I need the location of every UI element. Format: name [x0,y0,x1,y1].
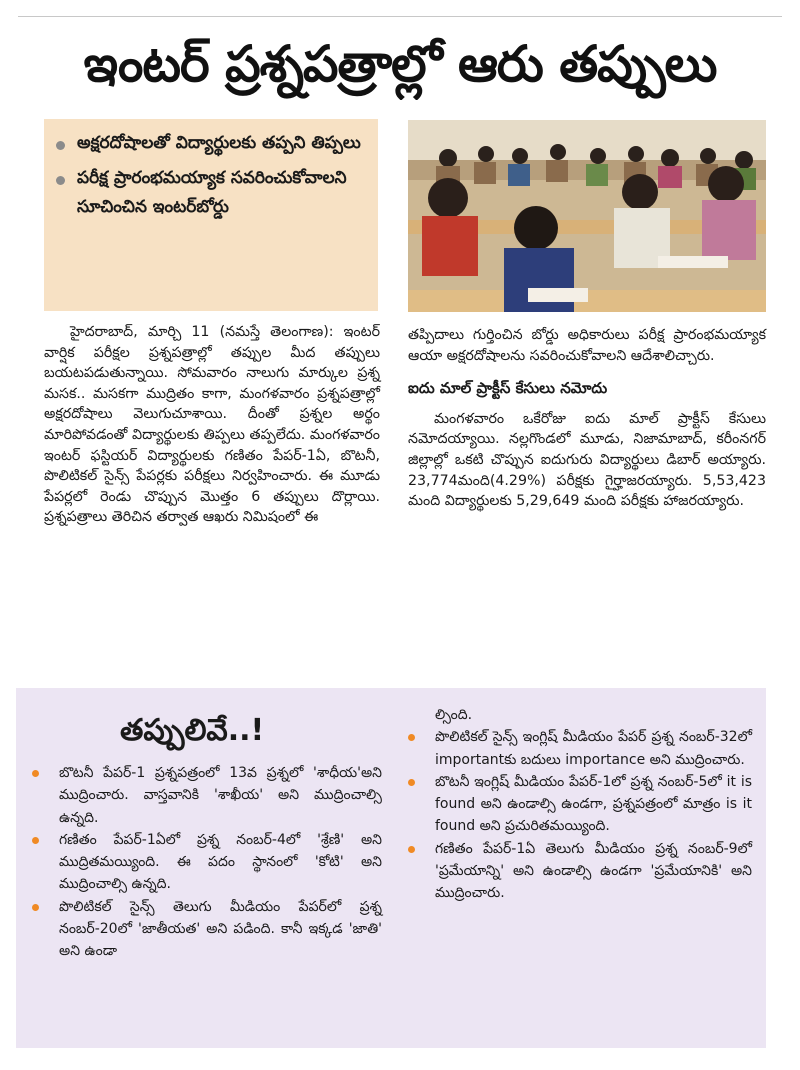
highlights-box [44,119,378,311]
section-subheading: ఐదు మాల్ ప్రాక్టీస్ కేసులు నమోదు [408,379,608,398]
top-rule [18,16,782,17]
error-item [24,762,382,829]
error-text: గణితం పేపర్-1ఏలో ప్రశ్న నంబర్-4లో 'శ్రేణి' అని ముద్రితమయ్యింది. ఈ పదం స్థానంలో 'కోటి' అని ముద్రించాల్సి ఉన్నది. [59,831,382,893]
bullet-icon [32,770,39,777]
bullet-icon [408,846,415,853]
article-body: హైదరాబాద్, మార్చి 11 (నమస్తే తెలంగాణ): ఇంటర్ వార్షిక పరీక్షల ప్రశ్నపత్రాల్లో తప్పుల మీద తప్పులు బయటపడుతున్నాయి. సోమవారం నాలుగు మార్కుల ప్రశ్న మసక.. మసకగా ముద్రితం కాగా, మంగళవారం ప్రశ్నపత్రాల్లో అక్షరదోషాలు వెలుగుచూశాయి. దీంతో ప్రశ్నల అర్థం మారిపోవడంతో విద్యార్థులకు తిప్పలు తప్పలేదు. మంగళవారం ఇంటర్ ఫస్టియర్ విద్యార్థులకు గణితం పేపర్-1ఏ, బొటనీ, పొలిటికల్ సైన్స్ పేపర్లకు పరీక్షలు నిర్వహించారు. ఈ మూడు పేపర్లలో రెండు చొప్పున మొత్తం 6 తప్పులు దొర్లాయి. ప్రశ్నపత్రాలు తెరిచిన తర్వాత ఆఖరు నిమిషంలో ఈ [44,324,380,526]
errors-title: తప్పులివే..! [120,713,265,748]
error-item [24,896,382,963]
bullet-icon [56,141,65,150]
article-column-1 [44,322,380,528]
error-item [400,726,752,771]
error-text: బొటనీ ఇంగ్లిష్ మీడియం పేపర్-1లో ప్రశ్న నంబర్-5లో it is found అని ఉండాల్సి ఉండగా, ప్రశ్నపత్రంలో మాత్రం is it found అని ప్రచురితమయ్యింది. [435,773,752,835]
bullet-icon [32,904,39,911]
error-text: గణితం పేపర్-1ఏ తెలుగు మీడియం ప్రశ్న నంబర్-9లో 'ప్రమేయాన్ని' అని ఉండాల్సి ఉండగా 'ప్రమేయానికి' అని ముద్రించారు. [435,840,752,902]
exam-hall-photo [408,120,766,312]
bullet-icon [32,837,39,844]
error-text: పొలిటికల్ సైన్స్ తెలుగు మీడియం పేపర్‌లో ప్రశ్న నంబర్-20లో 'జాతీయత' అని పడింది. కానీ ఇక్కడ 'జాతి' అని ఉండా [59,898,382,960]
headline: ఇంటర్ ప్రశ్నపత్రాల్లో ఆరు తప్పులు [83,35,717,93]
highlight-text: పరీక్ష ప్రారంభమయ్యాక సవరించుకోవాలని సూచించిన ఇంటర్‌బోర్డు [77,168,347,217]
error-item [400,838,752,905]
error-text: బొటనీ పేపర్-1 ప్రశ్నపత్రంలో 13వ ప్రశ్నలో 'శాధీయ'అని ముద్రించారు. వాస్తవానికి 'శాఖీయ' అని ముద్రించాల్సి ఉన్నది. [59,765,382,826]
error-item [400,771,752,838]
bullet-icon [408,779,415,786]
error-text-continued: ల్సింది. [435,707,473,723]
students-writing-exam-image [408,120,766,312]
malpractice-paragraph: మంగళవారం ఒకేరోజు ఐదు మాల్ ప్రాక్టీస్ కేసులు నమోదయ్యాయి. నల్లగొండలో మూడు, నిజామాబాద్, కరీంనగర్ జిల్లాల్లో ఒకటి చొప్పున ఐదుగురు విద్యార్థులు డిబార్ అయ్యారు. 23,774మంది(4.29%) పరీక్షకు గైర్హాజరయ్యారు. 5,53,423 మంది విద్యార్థులకు 5,29,649 మంది పరీక్షకు హాజరయ్యారు. [408,410,766,510]
error-text: పొలిటికల్ సైన్స్ ఇంగ్లిష్ మీడియం పేపర్ ప్రశ్న నంబర్-32లో important‌కు బదులు importance అని ముద్రించారు. [435,729,752,768]
highlight-item [56,164,364,222]
errors-list-right [400,704,752,905]
bullet-icon [408,734,415,741]
error-item [24,829,382,896]
errors-list-left [24,762,382,963]
highlight-item [56,129,364,158]
article-body-continued: తప్పిదాలు గుర్తించిన బోర్డు అధికారులు పరీక్ష ప్రారంభమయ్యాక ఆయా అక్షరదోషాలను సవరించుకోవాలని ఆదేశాలిచ్చారు. [408,327,766,364]
highlight-text: అక్షరదోషాలతో విద్యార్థులకు తప్పని తిప్పలు [77,133,361,153]
bullet-icon [56,176,65,185]
article-column-2 [408,325,766,512]
